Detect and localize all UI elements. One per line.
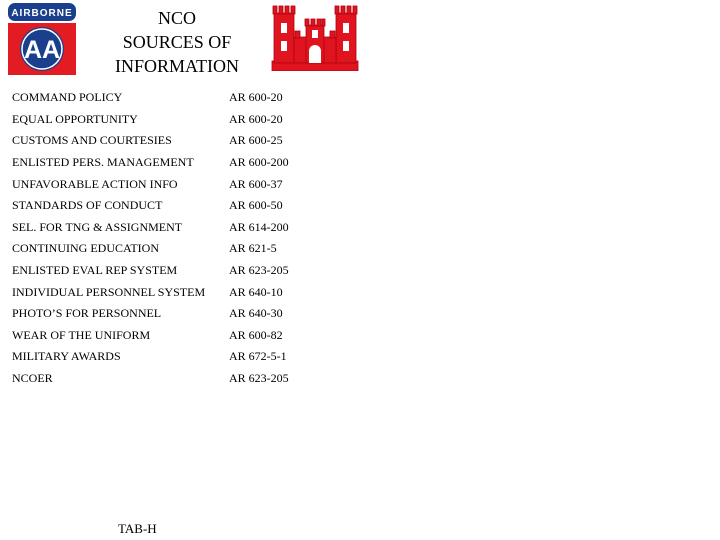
list-item [12, 217, 352, 239]
list-item [12, 152, 352, 174]
reference-topic: WEAR OF THE UNIFORM [12, 327, 151, 342]
title-line-1: NCO [157, 8, 196, 28]
reference-topic: CONTINUING EDUCATION [12, 241, 159, 256]
page-title [96, 6, 258, 78]
reference-topic: INDIVIDUAL PERSONNEL SYSTEM [12, 284, 206, 299]
reference-topic: EQUAL OPPORTUNITY [12, 111, 138, 126]
airborne-aa-letters: AA [23, 36, 61, 64]
reference-regulation: AR 640-30 [229, 306, 283, 321]
list-item [12, 238, 352, 260]
reference-regulation: AR 672-5-1 [229, 349, 287, 364]
list-item [12, 346, 352, 368]
reference-regulation: AR 600-200 [229, 155, 289, 170]
list-item [12, 195, 352, 217]
title-line-2: SOURCES OF [122, 32, 232, 52]
reference-regulation: AR 600-20 [229, 111, 283, 126]
list-item [12, 260, 352, 282]
reference-topic: ENLISTED EVAL REP SYSTEM [12, 263, 178, 278]
reference-regulation: AR 621-5 [229, 241, 277, 256]
list-item [12, 130, 352, 152]
reference-regulation: AR 600-50 [229, 198, 283, 213]
reference-topic: CUSTOMS AND COURTESIES [12, 133, 172, 148]
reference-regulation: AR 623-205 [229, 371, 289, 386]
reference-list [12, 87, 352, 389]
list-item [12, 325, 352, 347]
reference-topic: PHOTO’S FOR PERSONNEL [12, 306, 162, 321]
airborne-tab-text: AIRBORNE [11, 8, 73, 19]
airborne-patch-icon [8, 3, 76, 75]
reference-topic: ENLISTED PERS. MANAGEMENT [12, 155, 194, 170]
reference-topic: MILITARY AWARDS [12, 349, 121, 364]
list-item [12, 303, 352, 325]
reference-regulation: AR 623-205 [229, 263, 289, 278]
reference-regulation: AR 600-37 [229, 176, 283, 191]
reference-topic: UNFAVORABLE ACTION INFO [12, 176, 178, 191]
reference-regulation: AR 614-200 [229, 219, 289, 234]
list-item [12, 109, 352, 131]
title-line-3: INFORMATION [114, 56, 239, 76]
reference-topic: SEL. FOR TNG & ASSIGNMENT [12, 219, 183, 234]
engineer-castle-icon [270, 3, 360, 71]
reference-regulation: AR 600-25 [229, 133, 283, 148]
list-item [12, 281, 352, 303]
reference-topic: STANDARDS OF CONDUCT [12, 198, 163, 213]
list-item [12, 368, 352, 390]
list-item [12, 173, 352, 195]
reference-regulation: AR 600-20 [229, 90, 283, 105]
reference-topic: NCOER [12, 371, 53, 386]
reference-regulation: AR 600-82 [229, 327, 283, 342]
reference-regulation: AR 640-10 [229, 284, 283, 299]
reference-topic: COMMAND POLICY [12, 90, 123, 105]
list-item [12, 87, 352, 109]
tab-label: TAB-H [118, 521, 157, 536]
